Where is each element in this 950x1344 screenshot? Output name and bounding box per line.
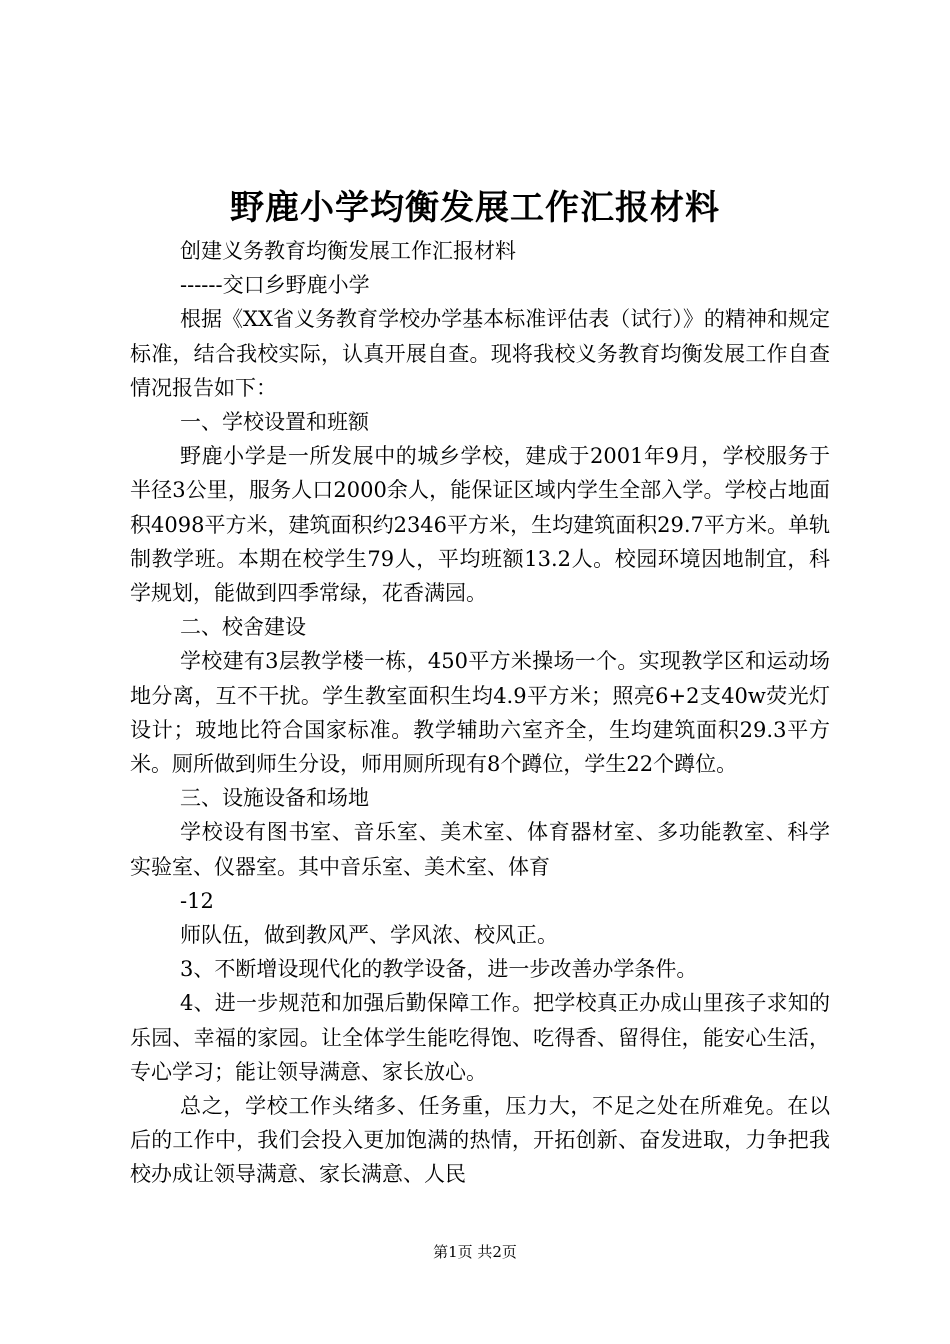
- document-body: [130, 234, 830, 1192]
- page-footer: 第1页 共2页: [433, 1243, 517, 1261]
- paragraph-buildings: 学校建有3层教学楼一栋，450平方米操场一个。实现教学区和运动场地分离，互不干扰。学生教室面积生均4.9平方米；照亮6+2支40w荧光灯设计；玻地比符合国家标准。教学辅助六室齐全，生均建筑面积29.3平方米。厕所做到师生分设，师用厕所现有8个蹲位，学生22个蹲位。: [130, 649, 830, 777]
- section-heading-2: 二、校舍建设: [180, 615, 306, 640]
- paragraph-logistics: 4、进一步规范和加强后勤保障工作。把学校真正办成山里孩子求知的乐园、幸福的家园。让全体学生能吃得饱、吃得香、留得住，能安心生活，专心学习；能让领导满意、家长放心。: [130, 991, 830, 1084]
- section-heading-3: 三、设施设备和场地: [180, 786, 369, 811]
- paragraph-summary: 总之，学校工作头绪多、任务重，压力大，不足之处在所难免。在以后的工作中，我们会投入更加饱满的热情，开拓创新、奋发进取，力争把我校办成让领导满意、家长满意、人民: [130, 1094, 830, 1187]
- paragraph-intro: 根据《XX省义务教育学校办学基本标准评估表（试行）》的精神和规定标准，结合我校实际，认真开展自查。现将我校义务教育均衡发展工作自查情况报告如下：: [130, 307, 830, 400]
- page-marker: -12: [180, 888, 214, 913]
- paragraph-equipment: 3、不断增设现代化的教学设备，进一步改善办学条件。: [180, 957, 698, 982]
- paragraph-facilities: 学校设有图书室、音乐室、美术室、体育器材室、多功能教室、科学实验室、仪器室。其中音乐室、美术室、体育: [130, 820, 830, 879]
- paragraph-school-setup: 野鹿小学是一所发展中的城乡学校，建成于2001年9月，学校服务于半径3公里，服务人口2000余人，能保证区域内学生全部入学。学校占地面积4098平方米，建筑面积约2346平方米，生均建筑面积29.7平方米。单轨制教学班。本期在校学生79人，平均班额13.2人。校园环境因地制宜，科学规划，能做到四季常绿，花香满园。: [130, 444, 830, 606]
- section-heading-1: 一、学校设置和班额: [180, 410, 369, 435]
- paragraph-teachers: 师队伍，做到教风严、学风浓、校风正。: [180, 923, 558, 948]
- subtitle: 创建义务教育均衡发展工作汇报材料: [180, 239, 516, 263]
- school-signature: ------交口乡野鹿小学: [180, 273, 370, 298]
- document-title: 野鹿小学均衡发展工作汇报材料: [230, 188, 720, 228]
